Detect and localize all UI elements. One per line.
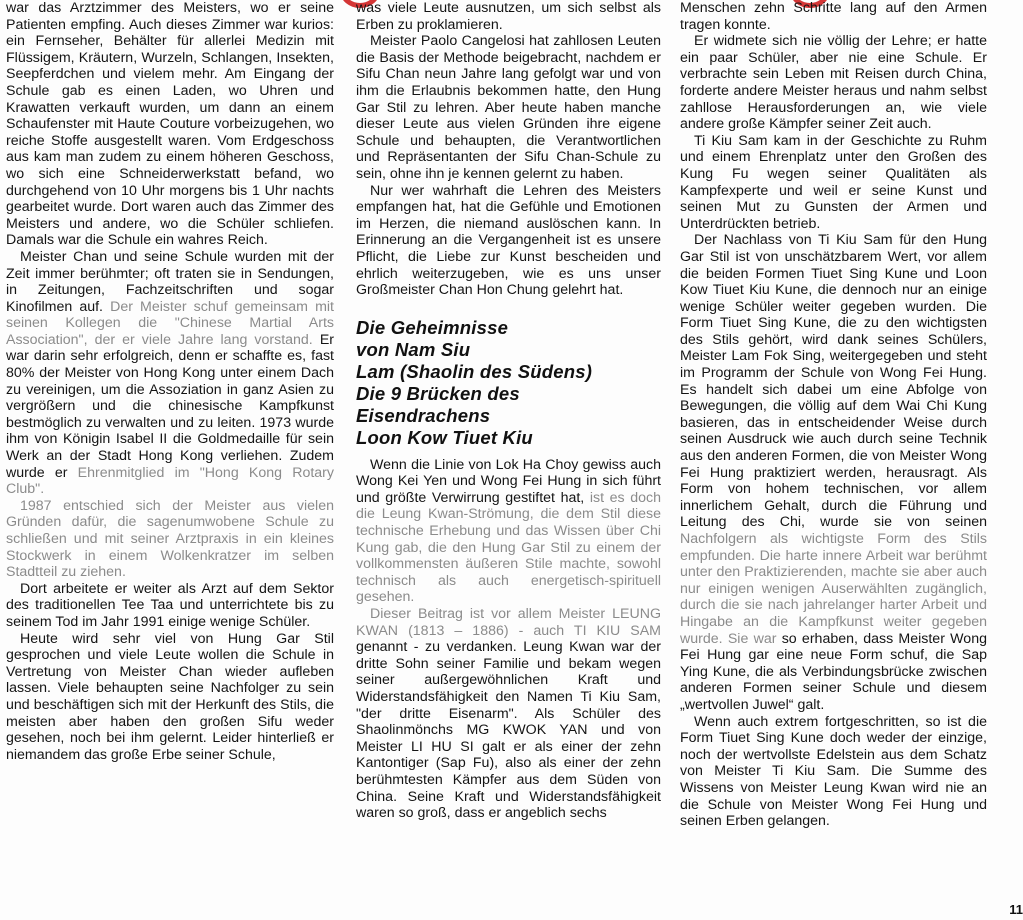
text-span: Er war darin sehr erfolgreich, denn er schaffte es, fast 80% der Meister von Hong Kong unter einem Dach zu vereinigen, um die Assoziation in ganz Asien zu vergrößern und die chinesische Kampfkunst bestmöglich zu verwalten und zu leiten. 1973 wurde ihm von Königin Isabel II die Goldmedaille für sein Werk an der Stadt Hong Kong verliehen. Zudem wurde er <box>6 331 334 481</box>
heading-line: Loon Kow Tiuet Kiu <box>356 426 533 448</box>
heading-line: Die Geheimnisse <box>356 316 509 338</box>
text-span: Meister Chan und seine Schule wurden mit der Zeit immer berühmter; oft traten sie in Sendungen, in Zeitungen, Fachzeitschriften und sogar Kinofilmen auf. <box>6 248 334 315</box>
paragraph: war das Arztzimmer des Meisters, wo er seine Patienten empfing. Auch dieses Zimmer war kurios: ein Fernseher, Behälter für allerlei Medizin mit Flüssigem, Kräutern, Wurzeln, Schlangen, Insekten, Seepferdchen und vielem mehr. Am Eingang der Schule gab es einen Laden, wo Uhren und Krawatten verkauft wurden, um dann an einem Schaufenster mit Haute Couture vorbeizugehen, wo reiche Stoffe ausgestellt waren. Vom Erdgeschoss aus kam man zudem zu einem höheren Geschoss, wo sich eine Schneiderwerkstatt befand, wo durchgehend von 10 Uhr morgens bis 1 Uhr nachts gearbeitet wurde. Dort waren auch das Zimmer des Meisters und andere, wo die Schüler schliefen. Damals war die Schule ein wahres Reich. <box>6 0 334 249</box>
text-span: genannt - zu verdanken. Leung Kwan war der dritte Sohn seiner Familie und bekam wegen seiner außergewöhnlichen Kraft und Widerstandsfähigkeit den Namen Ti Kiu Sam, "der dritte Eisenarm". Als Schüler des Shaolinmönchs MG KWOK YAN und von Meister LI HU SI galt er als einer der zehn Kantontiger (Sap Fu), also als einer der zehn berühmtesten Kämpfer aus dem Süden von China. Seine Kraft und Widerstandsfähigkeit waren so groß, dass er angeblich sechs <box>356 639 661 822</box>
paragraph <box>6 249 334 498</box>
paragraph: Ti Kiu Sam kam in der Geschichte zu Ruhm und einem Ehrenplatz unter den Großen des Kung Fu wegen seiner Qualitäten als Kampfexperte und weil er seine Kunst und seinen Mut zu Gunsten der Armen und Unterdrückten betrieb. <box>680 132 987 232</box>
text-span: Wenn die Linie von Lok Ha Choy gewiss auch Wong Kei Yen und Wong Fei Hung in sich führt und größte Verwirrung gestiftet hat, <box>356 456 661 506</box>
paragraph <box>356 606 661 822</box>
article-column-1 <box>6 0 334 763</box>
paragraph: was viele Leute ausnutzen, um sich selbst als Erben zu proklamieren. <box>356 0 661 33</box>
paragraph: Er widmete sich nie völlig der Lehre; er hatte ein paar Schüler, aber nie eine Schule. Er verbrachte sein Leben mit Reisen durch China, forderte andere Meister heraus und nahm selbst zahllose Herausforderungen an, wie viele andere große Kämpfer seiner Zeit auch. <box>680 33 987 133</box>
heading-line: Lam (Shaolin des Südens) <box>356 360 593 382</box>
paragraph: Wenn auch extrem fortgeschritten, so ist die Form Tiuet Sing Kune doch weder der einzige, noch der wertvollste Edelstein aus dem Schatz von Meister Ti Kiu Sam. Die Summe des Wissens von Meister Leung Kwan wird nie an die Schule von Meister Wong Fei Hung und seinen Erben gelangen. <box>680 713 987 830</box>
faded-text-span: Nachfolgern als wichtigste Form des Stils empfunden. Die harte innere Arbeit war berühmt unter den Praktizierenden, machte sie aber auch nur einigen wenigen Auserwählten zugänglich, durch die sie nach jahrelanger harter Arbeit und Hingabe an die Kampfkunst weiter gegeben wurde. Sie war <box>680 531 987 647</box>
faded-text-span: Der Meister schuf gemeinsam mit seinen Kollegen die "Chinese Martial Arts Association", der er viele Jahre lang vorstand. <box>6 298 334 348</box>
paragraph <box>356 457 661 606</box>
paragraph: Nur wer wahrhaft die Lehren des Meisters empfangen hat, hat die Gefühle und Emotionen im Herzen, die niemand auslöschen kann. In Erinnerung an die Vergangenheit ist es unsere Pflicht, die Liebe zur Kunst bescheiden und ehrlich weiterzugeben, wie es uns unser Großmeister Chan Hon Chung gelehrt hat. <box>356 182 661 299</box>
paragraph: Dort arbeitete er weiter als Arzt auf dem Sektor des traditionellen Tee Taa und unterrichtete bis zu seinem Tod im Jahr 1991 einige wenige Schüler. <box>6 580 334 630</box>
text-span: Der Nachlass von Ti Kiu Sam für den Hung Gar Stil ist von unschätzbarem Wert, vor allem die beiden Formen Tiuet Sing Kune und Loon Kow Tiuet Kiu Kune, die dennoch nur an einige wenige Schüler weiter gegeben wurden. Die Form Tiuet Sing Kune, die zu den wichtigsten des Stils gehört, wird dank seines Schülers, Meister Lam Fok Sing, weitergegeben und steht im Programm der Schule von Wong Fei Hung. Es handelt sich dabei um eine Abfolge von Bewegungen, die völlig auf dem Wai Chi Kung basieren, das in entscheidender Weise durch seinen Ausdruck wie auch durch seine Technik aus den anderen Formen, die von Meister Wong Fei Hung praktiziert werden, herausragt. Als Form von hohem technischen, vor allem innerlichem Gehalt, durch die Führung und Leitung des Chi, wurde sie von seinen <box>680 232 987 531</box>
heading-line: Die 9 Brücken des <box>356 382 520 404</box>
paragraph: 1987 entschied sich der Meister aus vielen Gründen dafür, die sagenumwobene Schule zu schließen und mit seiner Arztpraxis in ein kleines Stockwerk in einem Wolkenkratzer im selben Stadtteil zu ziehen. <box>6 497 334 581</box>
article-column-2 <box>356 0 661 822</box>
faded-text-span: Ehrenmitglied im "Hong Kong Rotary Club". <box>6 464 335 498</box>
heading-line: Eisendrachens <box>356 404 491 426</box>
article-column-3 <box>680 0 987 830</box>
section-heading <box>356 317 661 449</box>
paragraph: Meister Paolo Cangelosi hat zahllosen Leuten die Basis der Methode beigebracht, nachdem er Sifu Chan neun Jahre lang gefolgt war und von ihm die Erlaubnis bekommen hatte, den Hung Gar Stil zu lehren. Aber heute haben manche dieser Leute aus vielen Gründen ihre eigene Schule und behaupten, die Verantwortlichen und Repräsentanten der Sifu Chan-Schule zu sein, ohne ihn je kennen gelernt zu haben. <box>356 33 661 182</box>
text-span: so erhaben, dass Meister Wong Fei Hung gar eine neue Form schuf, die Sap Ying Kune, die als Verbindungsbrücke zwischen anderen Formen seiner Schule und diesem „wertvollen Juwel“ galt. <box>680 630 987 713</box>
faded-text-span: ist es doch die Leung Kwan-Strömung, die dem Stil diese technische Erhebung und das Wissen über Chi Kung gab, die den Hung Gar Stil zu einem der vollkommensten äußeren Stile machte, sowohl technisch als auch energetisch-spirituell gesehen. <box>356 489 661 606</box>
paragraph: Menschen zehn Schritte lang auf den Armen tragen konnte. <box>680 0 987 33</box>
paragraph: Heute wird sehr viel von Hung Gar Stil gesprochen und viele Leute wollen die Schule in Vertretung von Meister Chan wieder aufleben lassen. Viele behaupten seine Nachfolger zu sein und beschäftigen sich mit der Herkunft des Stils, die meisten aber haben den großen Sifu weder gesehen, noch bei ihm gelernt. Leider hinterließ er niemandem das große Erbe seiner Schule, <box>6 630 334 763</box>
page-number: 11 <box>1009 902 1023 917</box>
heading-line: von Nam Siu <box>356 338 471 360</box>
paragraph <box>680 232 987 713</box>
faded-text-span: Dieser Beitrag ist vor allem Meister LEUNG KWAN (1813 – 1886) - auch TI KIU SAM <box>356 606 661 639</box>
